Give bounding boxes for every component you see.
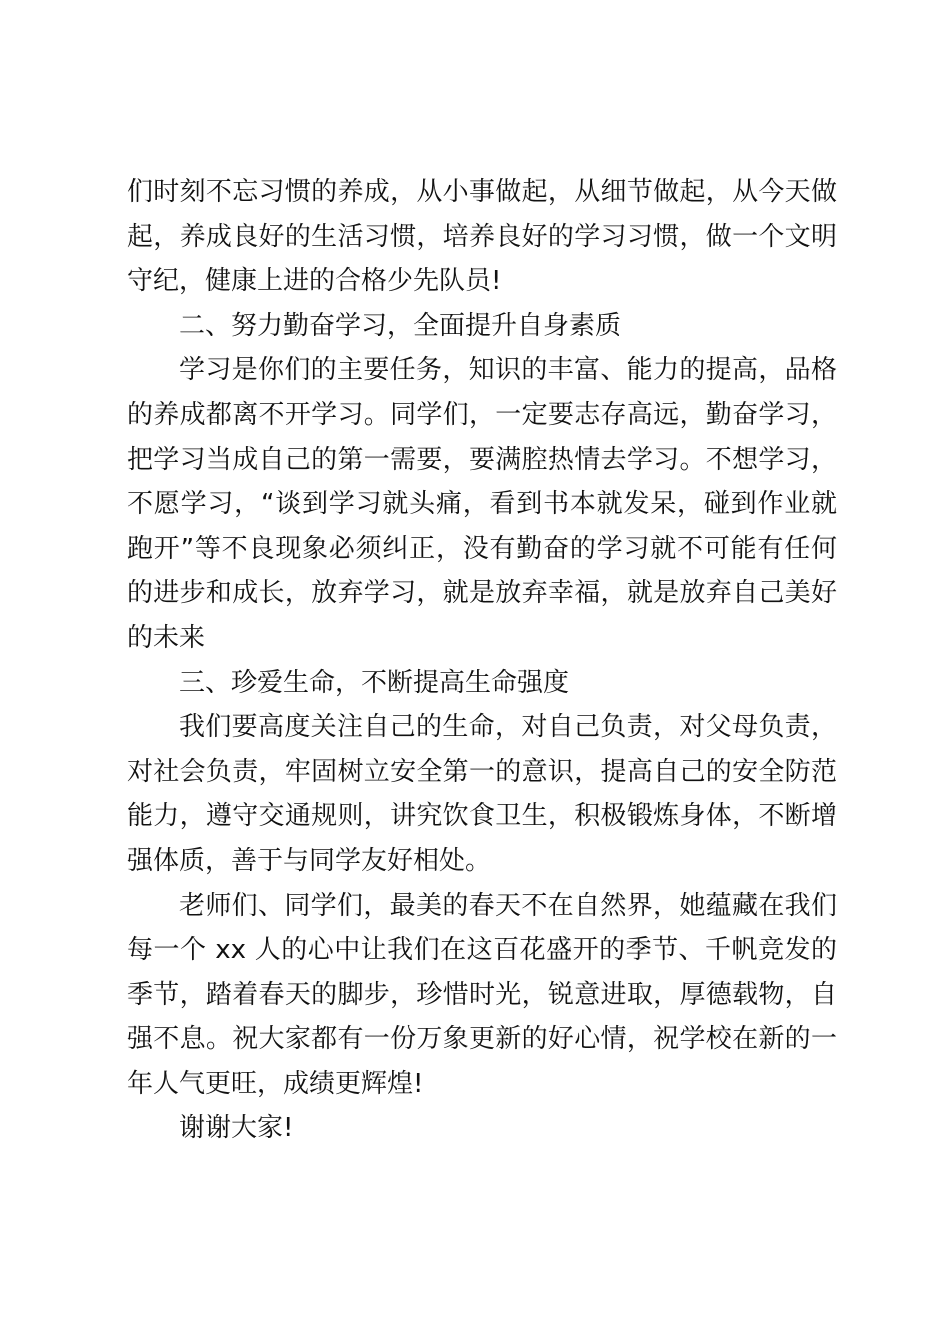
section-heading-life: 三、珍爱生命，不断提高生命强度: [179, 667, 570, 698]
paragraph-life: 我们要高度关注自己的生命，对自己负责，对父母负责，对社会负责，牢固树立安全第一的意识，提高自己的安全防范能力，遵守交通规则，讲究饮食卫生，积极锻炼身体，不断增强体质，善于与同学友好相处。: [127, 712, 837, 876]
paragraph-spring: 老师们、同学们，最美的春天不在自然界，她蕴藏在我们每一个 xx 人的心中让我们在这百花盛开的季节、千帆竞发的季节，踏着春天的脚步，珍惜时光，锐意进取，厚德载物，自强不息。祝大家都有一份万象更新的好心情，祝学校在新的一年人气更旺，成绩更辉煌!: [127, 890, 837, 1099]
document-body: [127, 170, 837, 1151]
section-heading-study: 二、努力勤奋学习，全面提升自身素质: [179, 310, 622, 341]
paragraph-study: 学习是你们的主要任务，知识的丰富、能力的提高，品格的养成都离不开学习。同学们，一定要志存高远，勤奋学习，把学习当成自己的第一需要，要满腔热情去学习。不想学习，不愿学习，“谈到学习就头痛，看到书本就发呆，碰到作业就跑开”等不良现象必须纠正，没有勤奋的学习就不可能有任何的进步和成长，放弃学习，就是放弃幸福，就是放弃自己美好的未来: [127, 355, 837, 653]
paragraph-thanks: 谢谢大家!: [179, 1113, 294, 1144]
paragraph-habits-continued: 们时刻不忘习惯的养成，从小事做起，从细节做起，从今天做起，养成良好的生活习惯，培养良好的学习习惯，做一个文明守纪，健康上进的合格少先队员!: [127, 177, 837, 297]
